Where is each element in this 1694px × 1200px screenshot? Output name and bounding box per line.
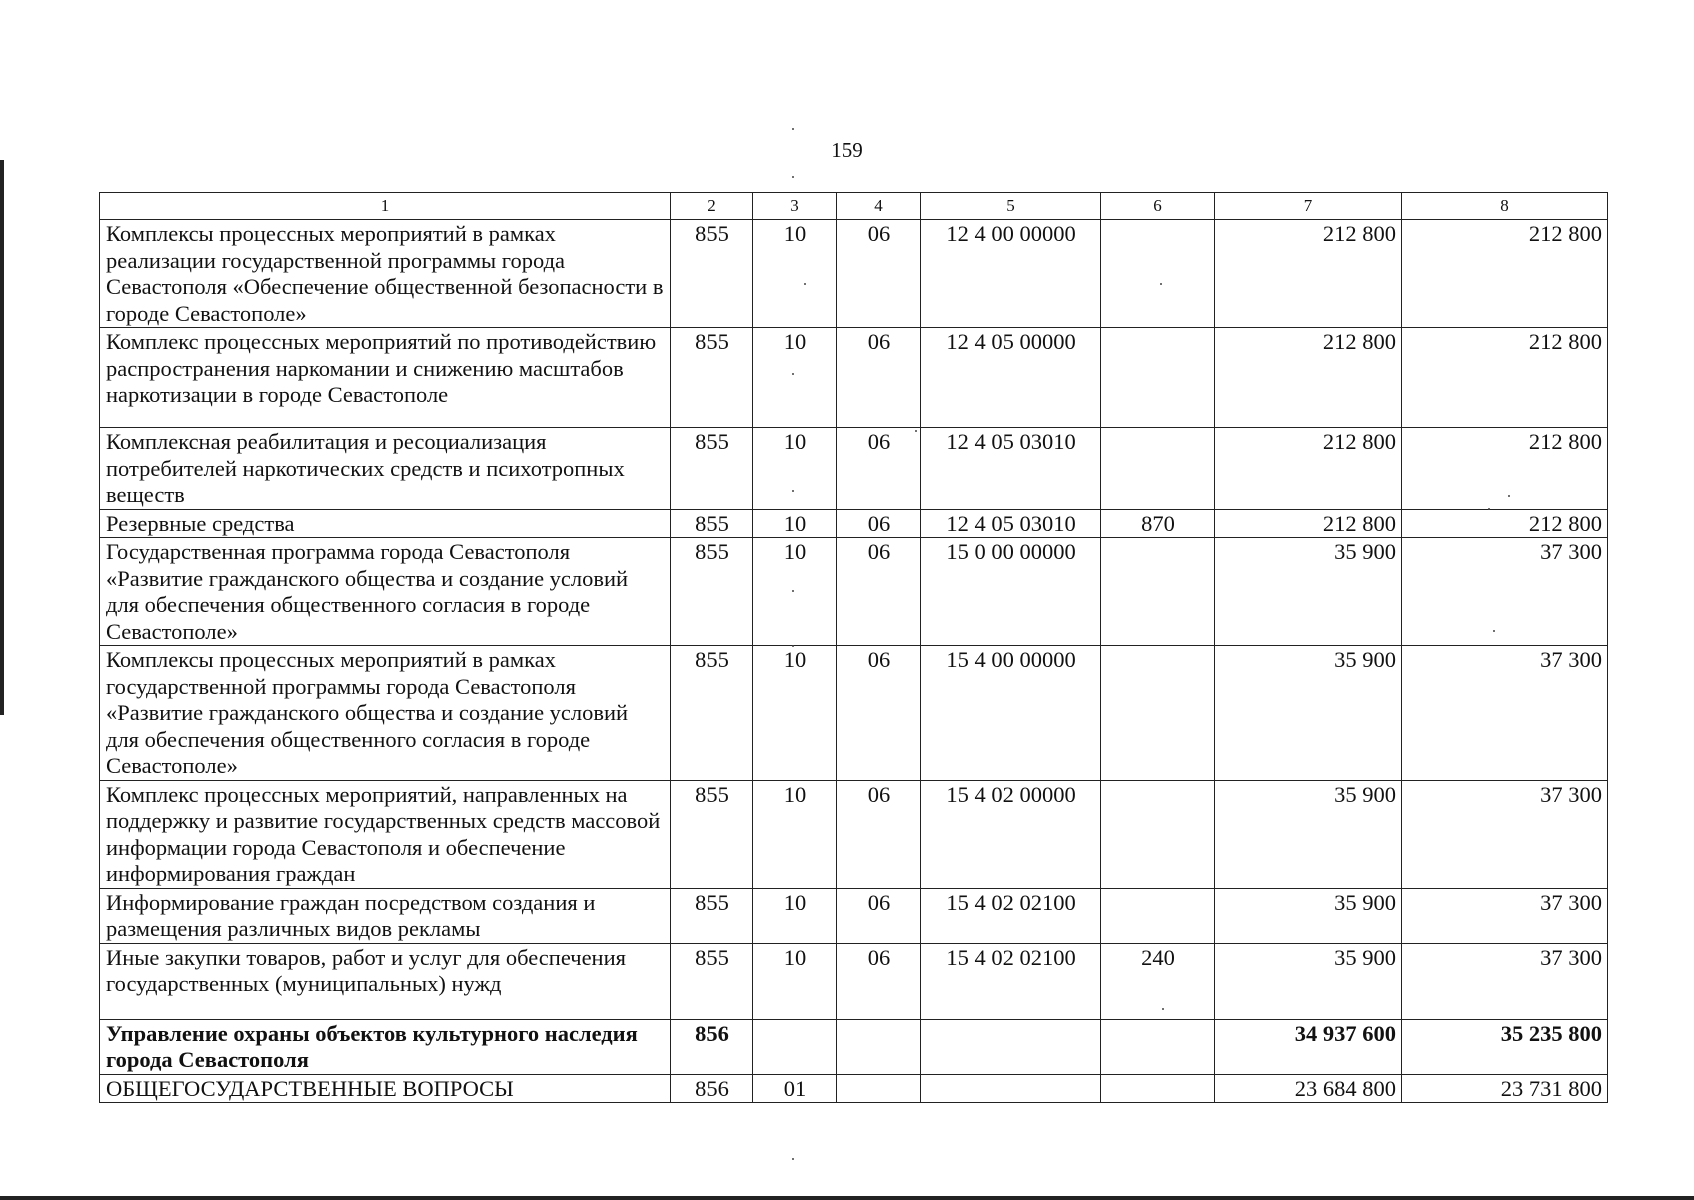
column-header-1: 1 xyxy=(100,193,671,220)
code-expense-type-cell xyxy=(1101,1074,1215,1103)
amount-year-2-cell: 212 800 xyxy=(1402,328,1608,428)
code-section-cell: 10 xyxy=(753,646,837,781)
scan-speck xyxy=(804,283,806,285)
scan-speck xyxy=(792,490,794,492)
code-admin-cell: 855 xyxy=(671,780,753,888)
header-row xyxy=(100,193,1608,220)
code-expense-type-cell xyxy=(1101,428,1215,510)
amount-year-1-cell: 35 900 xyxy=(1215,538,1402,646)
code-subsection-cell: 06 xyxy=(837,538,921,646)
amount-year-2-cell: 212 800 xyxy=(1402,509,1608,538)
row-name-cell: Информирование граждан посредством создания и размещения различных видов рекламы xyxy=(100,888,671,943)
amount-year-1-cell: 34 937 600 xyxy=(1215,1019,1402,1074)
scan-speck xyxy=(792,645,794,647)
code-expense-type-cell xyxy=(1101,646,1215,781)
scan-edge-bottom xyxy=(0,1196,1694,1200)
amount-year-1-cell: 212 800 xyxy=(1215,428,1402,510)
code-admin-cell: 855 xyxy=(671,328,753,428)
amount-year-1-cell: 35 900 xyxy=(1215,780,1402,888)
code-admin-cell: 855 xyxy=(671,428,753,510)
table-row xyxy=(100,780,1608,888)
row-name-cell: Управление охраны объектов культурного наследия города Севастополя xyxy=(100,1019,671,1074)
row-name-cell: ОБЩЕГОСУДАРСТВЕННЫЕ ВОПРОСЫ xyxy=(100,1074,671,1103)
code-expense-type-cell xyxy=(1101,220,1215,328)
code-subsection-cell: 06 xyxy=(837,888,921,943)
scan-speck xyxy=(792,128,794,130)
code-admin-cell: 855 xyxy=(671,538,753,646)
code-admin-cell: 855 xyxy=(671,220,753,328)
row-name-cell: Комплексная реабилитация и ресоциализация потребителей наркотических средств и психотропных веществ xyxy=(100,428,671,510)
table-row xyxy=(100,888,1608,943)
code-target-cell: 15 4 00 00000 xyxy=(921,646,1101,781)
code-target-cell: 15 4 02 02100 xyxy=(921,943,1101,1019)
scan-edge-left xyxy=(0,160,4,715)
table-row xyxy=(100,428,1608,510)
scan-speck xyxy=(1160,283,1162,285)
code-section-cell: 10 xyxy=(753,328,837,428)
code-section-cell: 10 xyxy=(753,220,837,328)
scan-speck xyxy=(1493,630,1495,632)
code-section-cell: 10 xyxy=(753,538,837,646)
column-header-6: 6 xyxy=(1101,193,1215,220)
code-section-cell: 10 xyxy=(753,780,837,888)
row-name-cell: Комплекс процессных мероприятий по противодействию распространения наркомании и снижению масштабов наркотизации в городе Севастополе xyxy=(100,328,671,428)
code-target-cell xyxy=(921,1019,1101,1074)
code-subsection-cell: 06 xyxy=(837,428,921,510)
code-subsection-cell: 06 xyxy=(837,943,921,1019)
column-header-5: 5 xyxy=(921,193,1101,220)
scan-speck xyxy=(1162,1008,1164,1010)
amount-year-2-cell: 37 300 xyxy=(1402,646,1608,781)
row-name-cell: Комплексы процессных мероприятий в рамках государственной программы города Севастополя «Развитие гражданского общества и создание условий для обеспечения общественного согласия в городе Севастополе» xyxy=(100,646,671,781)
table-row xyxy=(100,1019,1608,1074)
code-target-cell: 15 0 00 00000 xyxy=(921,538,1101,646)
row-name-cell: Иные закупки товаров, работ и услуг для обеспечения государственных (муниципальных) нужд xyxy=(100,943,671,1019)
code-subsection-cell xyxy=(837,1074,921,1103)
page-number: 159 xyxy=(831,138,863,162)
code-section-cell xyxy=(753,1019,837,1074)
code-admin-cell: 855 xyxy=(671,943,753,1019)
code-expense-type-cell xyxy=(1101,1019,1215,1074)
table-row xyxy=(100,220,1608,328)
table-row xyxy=(100,328,1608,428)
amount-year-1-cell: 212 800 xyxy=(1215,509,1402,538)
row-name-cell: Комплекс процессных мероприятий, направленных на поддержку и развитие государственных средств массовой информации города Севастополя и обеспечение информирования граждан xyxy=(100,780,671,888)
amount-year-2-cell: 37 300 xyxy=(1402,888,1608,943)
column-header-8: 8 xyxy=(1402,193,1608,220)
table-row xyxy=(100,646,1608,781)
code-section-cell: 01 xyxy=(753,1074,837,1103)
code-expense-type-cell xyxy=(1101,888,1215,943)
scan-speck xyxy=(792,176,794,178)
amount-year-2-cell: 37 300 xyxy=(1402,538,1608,646)
scan-speck xyxy=(792,373,794,375)
code-target-cell: 12 4 05 03010 xyxy=(921,509,1101,538)
row-name-cell: Резервные средства xyxy=(100,509,671,538)
code-subsection-cell: 06 xyxy=(837,646,921,781)
amount-year-1-cell: 35 900 xyxy=(1215,888,1402,943)
code-admin-cell: 855 xyxy=(671,888,753,943)
code-admin-cell: 856 xyxy=(671,1074,753,1103)
amount-year-1-cell: 35 900 xyxy=(1215,943,1402,1019)
code-section-cell: 10 xyxy=(753,943,837,1019)
code-target-cell xyxy=(921,1074,1101,1103)
column-header-7: 7 xyxy=(1215,193,1402,220)
code-admin-cell: 856 xyxy=(671,1019,753,1074)
amount-year-1-cell: 23 684 800 xyxy=(1215,1074,1402,1103)
code-expense-type-cell xyxy=(1101,328,1215,428)
code-target-cell: 12 4 05 00000 xyxy=(921,328,1101,428)
amount-year-1-cell: 35 900 xyxy=(1215,646,1402,781)
table-row xyxy=(100,538,1608,646)
column-header-3: 3 xyxy=(753,193,837,220)
code-expense-type-cell: 870 xyxy=(1101,509,1215,538)
code-admin-cell: 855 xyxy=(671,509,753,538)
amount-year-2-cell: 212 800 xyxy=(1402,428,1608,510)
code-target-cell: 15 4 02 00000 xyxy=(921,780,1101,888)
amount-year-2-cell: 23 731 800 xyxy=(1402,1074,1608,1103)
table-row xyxy=(100,943,1608,1019)
code-target-cell: 15 4 02 02100 xyxy=(921,888,1101,943)
code-expense-type-cell xyxy=(1101,538,1215,646)
scan-speck xyxy=(1488,508,1490,510)
code-section-cell: 10 xyxy=(753,509,837,538)
scan-speck xyxy=(792,590,794,592)
amount-year-1-cell: 212 800 xyxy=(1215,220,1402,328)
code-expense-type-cell xyxy=(1101,780,1215,888)
code-subsection-cell: 06 xyxy=(837,328,921,428)
column-header-2: 2 xyxy=(671,193,753,220)
scan-speck xyxy=(792,1158,794,1160)
row-name-cell: Государственная программа города Севастополя «Развитие гражданского общества и создание условий для обеспечения общественного согласия в городе Севастополе» xyxy=(100,538,671,646)
scan-speck xyxy=(915,430,917,432)
budget-table xyxy=(99,192,1608,1103)
table-body xyxy=(100,220,1608,1103)
column-header-4: 4 xyxy=(837,193,921,220)
amount-year-2-cell: 37 300 xyxy=(1402,780,1608,888)
row-name-cell: Комплексы процессных мероприятий в рамках реализации государственной программы города Севастополя «Обеспечение общественной безопасности в городе Севастополе» xyxy=(100,220,671,328)
code-expense-type-cell: 240 xyxy=(1101,943,1215,1019)
amount-year-2-cell: 35 235 800 xyxy=(1402,1019,1608,1074)
table-row xyxy=(100,1074,1608,1103)
code-admin-cell: 855 xyxy=(671,646,753,781)
code-section-cell: 10 xyxy=(753,888,837,943)
code-section-cell: 10 xyxy=(753,428,837,510)
code-subsection-cell: 06 xyxy=(837,509,921,538)
code-target-cell: 12 4 05 03010 xyxy=(921,428,1101,510)
amount-year-2-cell: 37 300 xyxy=(1402,943,1608,1019)
code-subsection-cell: 06 xyxy=(837,220,921,328)
code-subsection-cell xyxy=(837,1019,921,1074)
scan-speck xyxy=(1508,495,1510,497)
code-subsection-cell: 06 xyxy=(837,780,921,888)
code-target-cell: 12 4 00 00000 xyxy=(921,220,1101,328)
table-row xyxy=(100,509,1608,538)
amount-year-2-cell: 212 800 xyxy=(1402,220,1608,328)
amount-year-1-cell: 212 800 xyxy=(1215,328,1402,428)
